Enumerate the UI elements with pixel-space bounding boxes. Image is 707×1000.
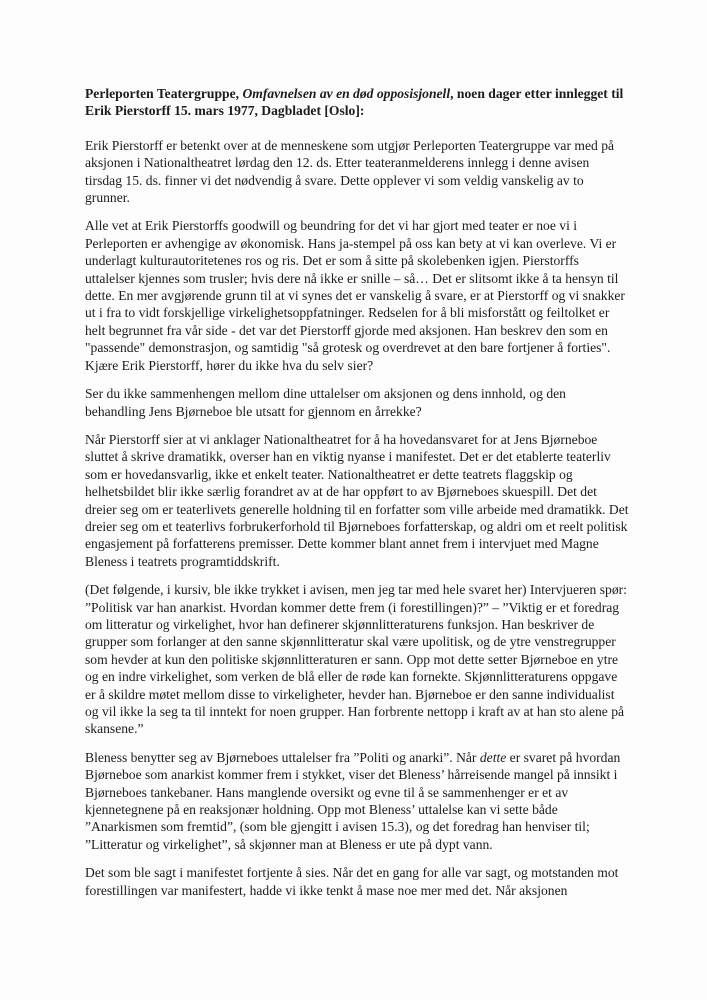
- paragraph: [85, 385, 629, 420]
- text-segment: dette: [479, 749, 507, 765]
- paragraph: [85, 217, 629, 374]
- document-header: [85, 85, 629, 120]
- text-segment: (Det følgende, i kursiv, ble ikke trykket i avisen, men jeg tar med hele svaret her) Intervjueren spør: ”Politisk var han anarkist. Hvordan kommer dette frem (i forestillingen)?” – ”Viktig er et foredrag om litteratur og virkelighet, hvor han definerer skjønnlitteraturens funksjon. Han beskriver de grupper som forlanger at den sanne skjønnlitteratur skal være upolitisk, og de ytre venstregrupper som hevder at kun den politiske skjønnlitteraturen er sann. Opp mot dette setter Bjørneboe en ytre og en indre virkelighet, som verken de blå eller de røde kan fornekte. Skjønnlitteraturens oppgave er å skildre møtet mellom disse to virkeligheter, hevder han. Bjørneboe er den sanne individualist og vil ikke la seg ta til inntekt for noen grupper. Han forbrente nettopp i kraft av at han sto alene på skansene.”: [85, 582, 627, 737]
- text-segment: , noen dager etter innlegget til Erik Pierstorff 15. mars 1977, Dagbladet [Oslo]:: [85, 86, 624, 119]
- text-segment: Når Pierstorff sier at vi anklager Nationaltheatret for å ha hovedansvaret for at Jens Bjørneboe sluttet å skrive dramatikk, overser han en viktig nyanse i manifestet. Det er det etablerte teaterliv som er hovedansvarlig, ikke et enkelt teater. Nationaltheatret er dette teatrets flaggskip og helhetsbildet blir ikke særlig forandret av at de har oppført to av Bjørneboes skuespill. Det det dreier seg om er teaterlivets generelle holdning til en forfatter som ville arbeide med dramatikk. Det dreier seg om et teaterlivs forbrukerforhold til Bjørneboes forfatterskap, og aldri om et reelt politisk engasjement på forfatterens premisser. Dette kommer blant annet frem i intervjuet med Magne Bleness i teatrets programtiddskrift.: [85, 431, 629, 569]
- paragraph: [85, 581, 629, 738]
- paragraph: [85, 137, 629, 207]
- text-segment: Bleness benytter seg av Bjørneboes uttalelser fra ”Politi og anarki”. Når: [85, 749, 480, 765]
- paragraph: [85, 749, 629, 853]
- text-segment: Erik Pierstorff er betenkt over at de menneskene som utgjør Perleporten Teatergruppe var med på aksjonen i Nationaltheatret lørdag den 12. ds. Etter teateranmelderens innlegg i denne avisen tirsdag 15. ds. finner vi det nødvendig å svare. Dette opplever vi som veldig vanskelig av to grunner.: [85, 137, 615, 206]
- text-segment: Perleporten Teatergruppe,: [85, 86, 243, 101]
- text-segment: Omfavnelsen av en død opposisjonell: [242, 86, 451, 101]
- text-segment: er svaret på hvordan Bjørneboe som anarkist kommer frem i stykket, viser det Bleness’ hårreisende mangel på innsikt i Bjørneboes tankebaner. Hans manglende oversikt og evne til å se sammenhenger er et av kjennetegnene på en reaksjonær holdning. Opp mot Bleness’ uttalelse kan vi sette både ”Anarkismen som fremtid”, (som ble gjengitt i avisen 15.3), og det foredrag han henviser til; ”Litteratur og virkelighet”, så skjønner man at Bleness er ute på dypt vann.: [85, 749, 621, 852]
- paragraph: [85, 864, 629, 899]
- paragraph: [85, 431, 629, 570]
- text-segment: Det som ble sagt i manifestet fortjente å sies. Når det en gang for alle var sagt, og motstanden mot forestillingen var manifestert, hadde vi ikke tenkt å mase noe mer med det. Når aksjonen: [85, 865, 619, 898]
- text-segment: Alle vet at Erik Pierstorffs goodwill og beundring for det vi har gjort med teater er noe vi i Perleporten er avhengige av økonomisk. Hans ja-stempel på oss kan bety at vi kan overleve. Vi er underlagt kulturautoritetenes ros og ris. Det er som å sitte på skolebenken igjen. Pierstorffs uttalelser kjennes som trusler; hvis dere nå ikke er snille – så… Det er slitsomt ikke å ta hensyn til dette. En mer avgjørende grunn til at vi synes det er vanskelig å svare, er at Pierstorff og vi snakker ut i fra to vidt forskjellige virkelighetsoppfatninger. Redselen for å bli misforstått og feiltolket er helt begrunnet fra vår side - det var det Pierstorff gjorde med aksjonen. Han beskrev den som en "passende" demonstrasjon, og samtidig "så grotesk og overdrevet at den bare fortjener å forties". Kjære Erik Pierstorff, hører du ikke hva du selv sier?: [85, 218, 625, 373]
- document-body: [85, 137, 629, 899]
- text-segment: Ser du ikke sammenhengen mellom dine uttalelser om aksjonen og dens innhold, og den behandling Jens Bjørneboe ble utsatt for gjennom en årrekke?: [85, 386, 566, 419]
